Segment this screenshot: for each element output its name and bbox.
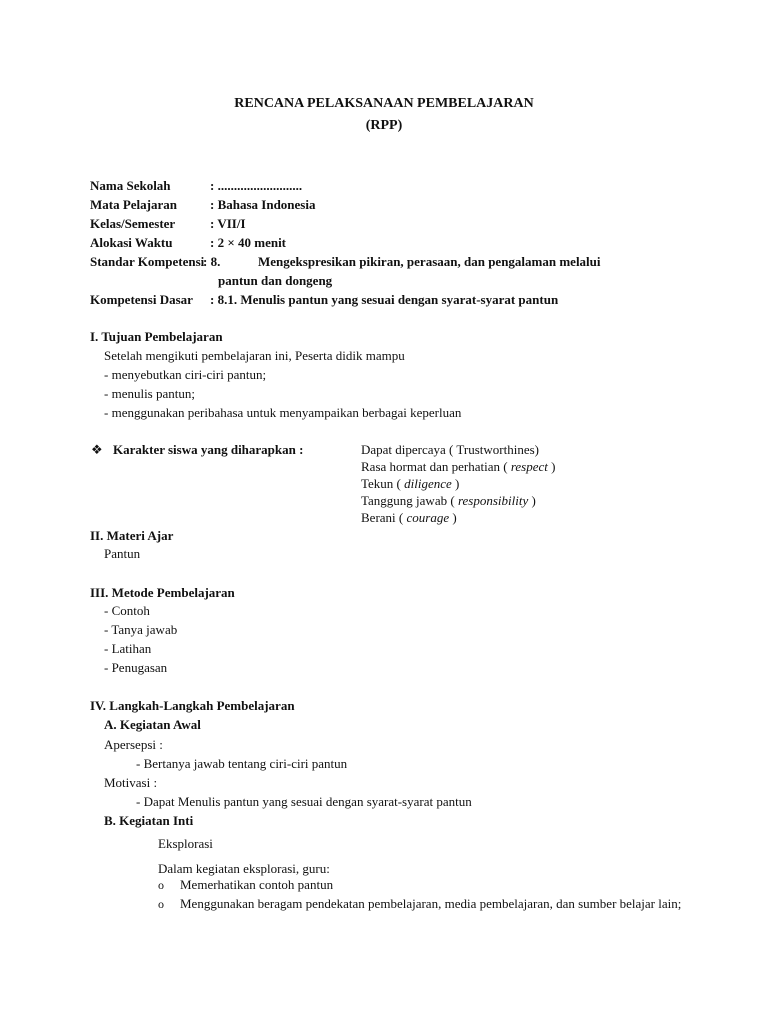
identity-value-class: : VII/I [210,216,246,231]
character-item: Rasa hormat dan perhatian ( respect ) [361,459,556,474]
subsection-heading-core: B. Kegiatan Inti [104,813,194,828]
identity-value-time: : 2 × 40 menit [210,235,287,250]
document-subtitle: (RPP) [365,118,403,133]
circle-bullet-icon: o [158,897,164,911]
identity-value-standard-text: Mengekspresikan pikiran, perasaan, dan pengalaman melalui [258,254,601,269]
objectives-item: - menulis pantun; [104,386,195,401]
identity-label-school: Nama Sekolah [90,178,171,193]
character-item: Tanggung jawab ( responsibility ) [361,493,536,508]
circle-bullet-icon: o [158,878,164,892]
objectives-item: - menggunakan peribahasa untuk menyampaikan berbagai keperluan [104,405,462,420]
objectives-intro: Setelah mengikuti pembelajaran ini, Peserta didik mampu [104,348,405,363]
apperception-label: Apersepsi : [104,737,163,752]
identity-value-basic-competence: : 8.1. Menulis pantun yang sesuai dengan syarat-syarat pantun [210,292,559,307]
material-content: Pantun [104,546,141,561]
methods-item: - Latihan [104,641,152,656]
identity-value-subject: : Bahasa Indonesia [210,197,316,212]
identity-label-standard: Standar Kompetensi [90,254,205,269]
methods-item: - Tanya jawab [104,622,178,637]
character-item: Tekun ( diligence ) [361,476,460,491]
section-heading-material: II. Materi Ajar [90,528,174,543]
objectives-item: - menyebutkan ciri-ciri pantun; [104,367,267,382]
identity-value-school: : .......................... [210,178,303,193]
identity-label-subject: Mata Pelajaran [90,197,178,212]
exploration-item: Memerhatikan contoh pantun [180,877,334,892]
exploration-item: Menggunakan beragam pendekatan pembelajaran, media pembelajaran, dan sumber belajar lain; [180,896,682,911]
identity-value-standard-cont: pantun dan dongeng [218,273,333,288]
document-title: RENCANA PELAKSANAAN PEMBELAJARAN [234,96,534,111]
identity-label-class: Kelas/Semester [90,216,176,231]
identity-label-time: Alokasi Waktu [90,235,173,250]
identity-value-standard-number: : 8. [203,254,221,269]
exploration-intro: Dalam kegiatan eksplorasi, guru: [158,861,330,876]
character-label: Karakter siswa yang diharapkan : [113,442,304,457]
motivation-item: - Dapat Menulis pantun yang sesuai dengan syarat-syarat pantun [136,794,472,809]
identity-label-basic-competence: Kompetensi Dasar [90,292,193,307]
section-heading-steps: IV. Langkah-Langkah Pembelajaran [90,698,295,713]
motivation-label: Motivasi : [104,775,158,790]
subsection-heading-opening: A. Kegiatan Awal [104,717,201,732]
apperception-item: - Bertanya jawab tentang ciri-ciri pantun [136,756,348,771]
exploration-label: Eksplorasi [158,836,213,851]
diamond-bullet-icon: ❖ [91,442,103,457]
methods-item: - Penugasan [104,660,168,675]
character-item: Dapat dipercaya ( Trustworthines) [361,442,539,457]
section-heading-methods: III. Metode Pembelajaran [90,585,235,600]
section-heading-objectives: I. Tujuan Pembelajaran [90,329,223,344]
methods-item: - Contoh [104,603,150,618]
character-item: Berani ( courage ) [361,510,457,525]
